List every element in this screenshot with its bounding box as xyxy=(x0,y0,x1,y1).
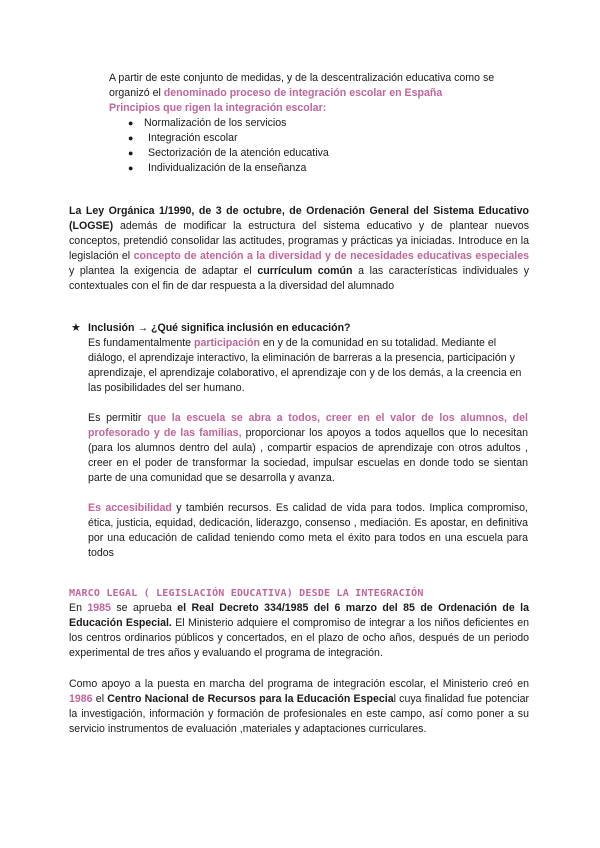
logse-title: La Ley Orgánica 1/1990, de 3 de octubre, de Ordenación General del Sistema Educativo (LOGSE) xyxy=(69,205,529,232)
logse-text: y plantea la exigencia de adaptar el xyxy=(69,265,258,277)
inclusion-section xyxy=(71,321,528,561)
year-1985: 1985 xyxy=(87,602,111,614)
legal-text: Como apoyo a la puesta en marcha del programa de integración escolar, el Ministerio creó en xyxy=(69,678,529,690)
legal-text: el xyxy=(92,693,108,705)
star-icon: ★ xyxy=(71,322,81,334)
bullet-icon: ● xyxy=(128,133,134,143)
inclusion-paragraph-2 xyxy=(88,411,528,486)
principles-heading: Principios que rigen la integración escolar: xyxy=(109,102,327,114)
inclusion-text: Es fundamentalmente xyxy=(88,337,194,349)
legal-text: se aprueba xyxy=(110,602,178,614)
list-item-label: Sectorización de la atención educativa xyxy=(148,147,329,159)
bullet-icon: ● xyxy=(128,118,134,128)
logse-text: además de modificar la estructura del sistema educativo y de plantear nuevos conceptos, pretendió consolidar las actitudes, programas y prácticas ya iniciadas. Introduce en la legislación el xyxy=(69,220,529,262)
resource-center-title: Centro Nacional de Recursos para la Educación Especia xyxy=(107,693,394,705)
intro-section xyxy=(109,71,528,116)
logse-text: a las características individuales y contextuales con el fin de dar respuesta a la diversidad del alumnado xyxy=(69,265,529,292)
logse-paragraph xyxy=(69,204,529,294)
legal-text: El Ministerio adquiere el compromiso de integrar a los niños deficientes en los centros ordinarios públicos y concertados, en el plazo de ocho años, después de un periodo experimental de tres años y evaluando el programa de integración. xyxy=(69,617,529,659)
legal-framework-heading: MARCO LEGAL ( LEGISLACIÓN EDUCATIVA) DESDE LA INTEGRACIÓN xyxy=(69,588,424,599)
principles-list xyxy=(128,116,488,176)
inclusion-paragraph-1 xyxy=(88,336,528,396)
inclusion-text: Es permitir xyxy=(88,412,148,424)
bullet-icon: ● xyxy=(128,148,134,158)
legal-paragraph-2 xyxy=(69,677,529,737)
year-1986: 1986 xyxy=(69,693,93,705)
royal-decree-title: el Real Decreto 334/1985 del 6 marzo del 85 de Ordenación de la Educación Especial. xyxy=(69,602,529,629)
intro-text: A partir de este conjunto de medidas, y de la descentralización educativa como se organizó el xyxy=(109,72,495,99)
legal-text: En xyxy=(69,602,88,614)
inclusion-text: y también recursos. Es calidad de vida para todos. Implica compromiso, ética, justicia, equidad, dedicación, liderazgo, consenso , mediación. Es apostar, en definitiva por una educación de calidad teniendo como meta el éxito para todos en una escuela para todos xyxy=(88,502,528,559)
inclusion-text: proporcionar los apoyos a todos aquellos que lo necesitan (para los alumnos dentro del aula) , compartir espacios de aprendizaje con otros adultos , creer en el poder de transformar la sociedad, impulsar escuelas en donde todo se sientan parte de una comunidad que se desarrolla y avanza. xyxy=(88,427,528,484)
list-item xyxy=(128,116,488,131)
intro-highlight: denominado proceso de integración escolar en España xyxy=(163,87,443,99)
curriculum-term: currículum común xyxy=(257,265,353,277)
participation-highlight: participación xyxy=(194,337,260,349)
list-item xyxy=(128,131,488,146)
legal-paragraph-1 xyxy=(69,601,529,661)
logse-highlight: concepto de atención a la diversidad y de necesidades educativas especiales xyxy=(133,250,529,262)
bullet-icon: ● xyxy=(128,163,134,173)
school-open-highlight: que la escuela se abra a todos, creer en el valor de los alumnos, del profesorado y de las familias, xyxy=(88,412,528,439)
list-item-label: Normalización de los servicios xyxy=(144,117,287,129)
list-item xyxy=(128,161,488,176)
list-item xyxy=(128,146,488,161)
intro-paragraph xyxy=(109,71,528,101)
inclusion-text: en y de la comunidad en su totalidad. Mediante el diálogo, el aprendizaje interactivo, la eliminación de barreras a la presencia, participación y aprendizaje, el aprendizaje colaborativo, el aprendizaje con y de los demás, a la creencia en las posibilidades del ser humano. xyxy=(88,337,522,394)
accessibility-highlight: Es accesibilidad xyxy=(88,502,172,514)
list-item-label: Individualización de la enseñanza xyxy=(148,162,307,174)
inclusion-paragraph-3 xyxy=(88,501,528,561)
list-item-label: Integración escolar xyxy=(148,132,238,144)
legal-text: l cuya finalidad fue potenciar la investigación, información y formación de profesionales en este campo, así como poner a su servicio instrumentos de evaluación ,materiales y adaptaciones curriculares. xyxy=(69,693,529,735)
inclusion-heading: Inclusión → ¿Qué significa inclusión en educación? xyxy=(88,322,351,334)
